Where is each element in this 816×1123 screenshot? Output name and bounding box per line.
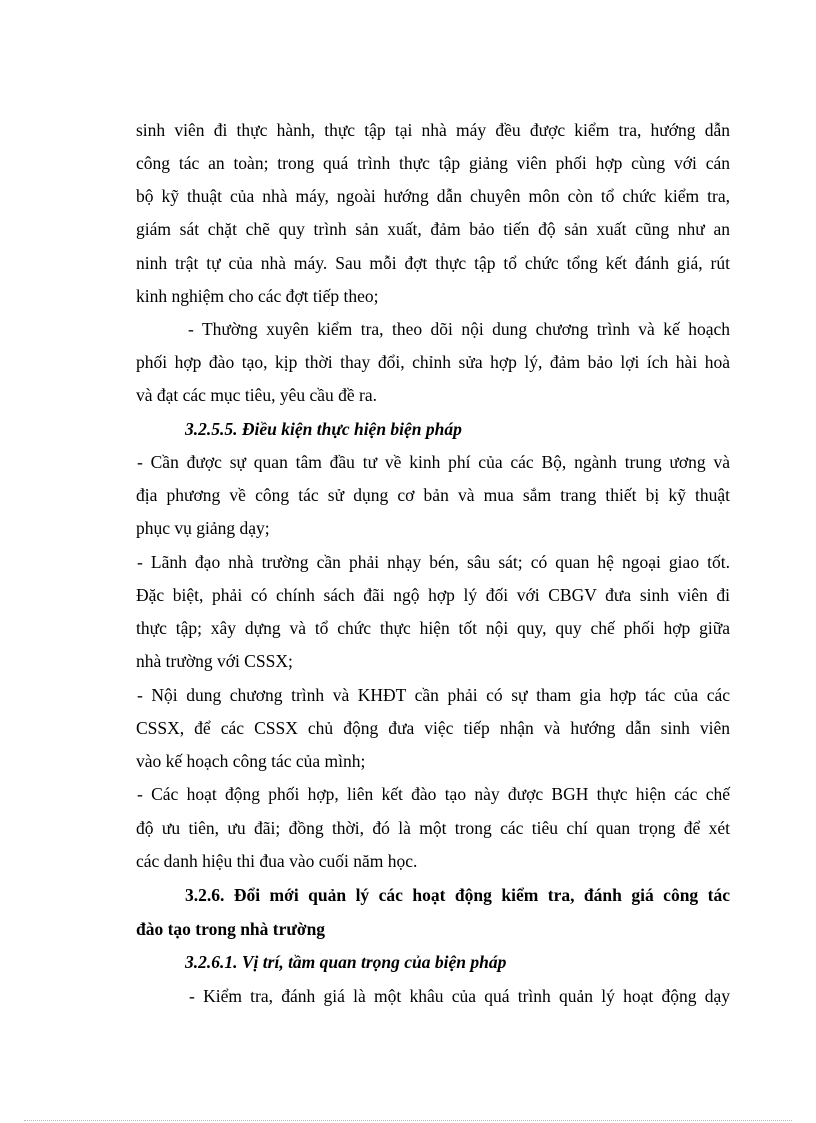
body-text-line: kinh nghiệm cho các đợt tiếp theo; xyxy=(136,286,379,306)
body-text-line: vào kế hoạch công tác của mình; xyxy=(136,751,366,771)
body-text-line: thực tập; xây dựng và tổ chức thực hiện tốt nội quy, quy chế phối hợp giữa xyxy=(136,618,730,638)
bullet-item: - Cần được sự quan tâm đầu tư về kinh phí của các Bộ, ngành trung ương và xyxy=(137,452,730,472)
bullet-item: - Thường xuyên kiểm tra, theo dõi nội dung chương trình và kế hoạch xyxy=(188,319,730,339)
section-heading-3-2-6-1: 3.2.6.1. Vị trí, tầm quan trọng của biện pháp xyxy=(185,952,507,972)
body-text-line: nhà trường với CSSX; xyxy=(136,651,293,671)
body-text-line: địa phương về công tác sử dụng cơ bản và mua sắm trang thiết bị kỹ thuật xyxy=(136,485,730,505)
section-heading-3-2-6: 3.2.6. Đổi mới quản lý các hoạt động kiểm tra, đánh giá công tác xyxy=(185,885,730,905)
body-text-line: bộ kỹ thuật của nhà máy, ngoài hướng dẫn chuyên môn còn tổ chức kiểm tra, xyxy=(136,186,730,206)
body-text-line: Đặc biệt, phải có chính sách đãi ngộ hợp lý đối với CBGV đưa sinh viên đi xyxy=(136,585,730,605)
bullet-item: - Nội dung chương trình và KHĐT cần phải có sự tham gia hợp tác của các xyxy=(137,685,730,705)
body-text-line: sinh viên đi thực hành, thực tập tại nhà máy đều được kiểm tra, hướng dẫn xyxy=(136,120,730,140)
body-text-line: các danh hiệu thi đua vào cuối năm học. xyxy=(136,851,418,871)
bullet-item: - Lãnh đạo nhà trường cần phải nhạy bén, sâu sát; có quan hệ ngoại giao tốt. xyxy=(137,552,730,572)
body-text-line: độ ưu tiên, ưu đãi; đồng thời, đó là một trong các tiêu chí quan trọng để xét xyxy=(136,818,730,838)
body-text-line: ninh trật tự của nhà máy. Sau mỗi đợt thực tập tổ chức tổng kết đánh giá, rút xyxy=(136,253,730,273)
section-heading-3-2-6-continued: đào tạo trong nhà trường xyxy=(136,919,326,939)
body-text-line: CSSX, để các CSSX chủ động đưa việc tiếp nhận và hướng dẫn sinh viên xyxy=(136,718,730,738)
section-heading-3-2-5-5: 3.2.5.5. Điều kiện thực hiện biện pháp xyxy=(185,419,462,439)
body-text-line: giám sát chặt chẽ quy trình sản xuất, đảm bảo tiến độ sản xuất cũng như an xyxy=(136,219,730,239)
body-text-line: công tác an toàn; trong quá trình thực tập giảng viên phối hợp cùng với cán xyxy=(136,153,730,173)
body-text-line: phục vụ giảng dạy; xyxy=(136,518,270,538)
body-text-line: phối hợp đào tạo, kịp thời thay đổi, chỉnh sửa hợp lý, đảm bảo lợi ích hài hoà xyxy=(136,352,730,372)
body-text-line: và đạt các mục tiêu, yêu cầu đề ra. xyxy=(136,385,377,405)
page-bottom-divider xyxy=(24,1120,792,1121)
bullet-item: - Kiểm tra, đánh giá là một khâu của quá trình quản lý hoạt động dạy xyxy=(189,986,730,1006)
bullet-item: - Các hoạt động phối hợp, liên kết đào tạo này được BGH thực hiện các chế xyxy=(137,784,730,804)
